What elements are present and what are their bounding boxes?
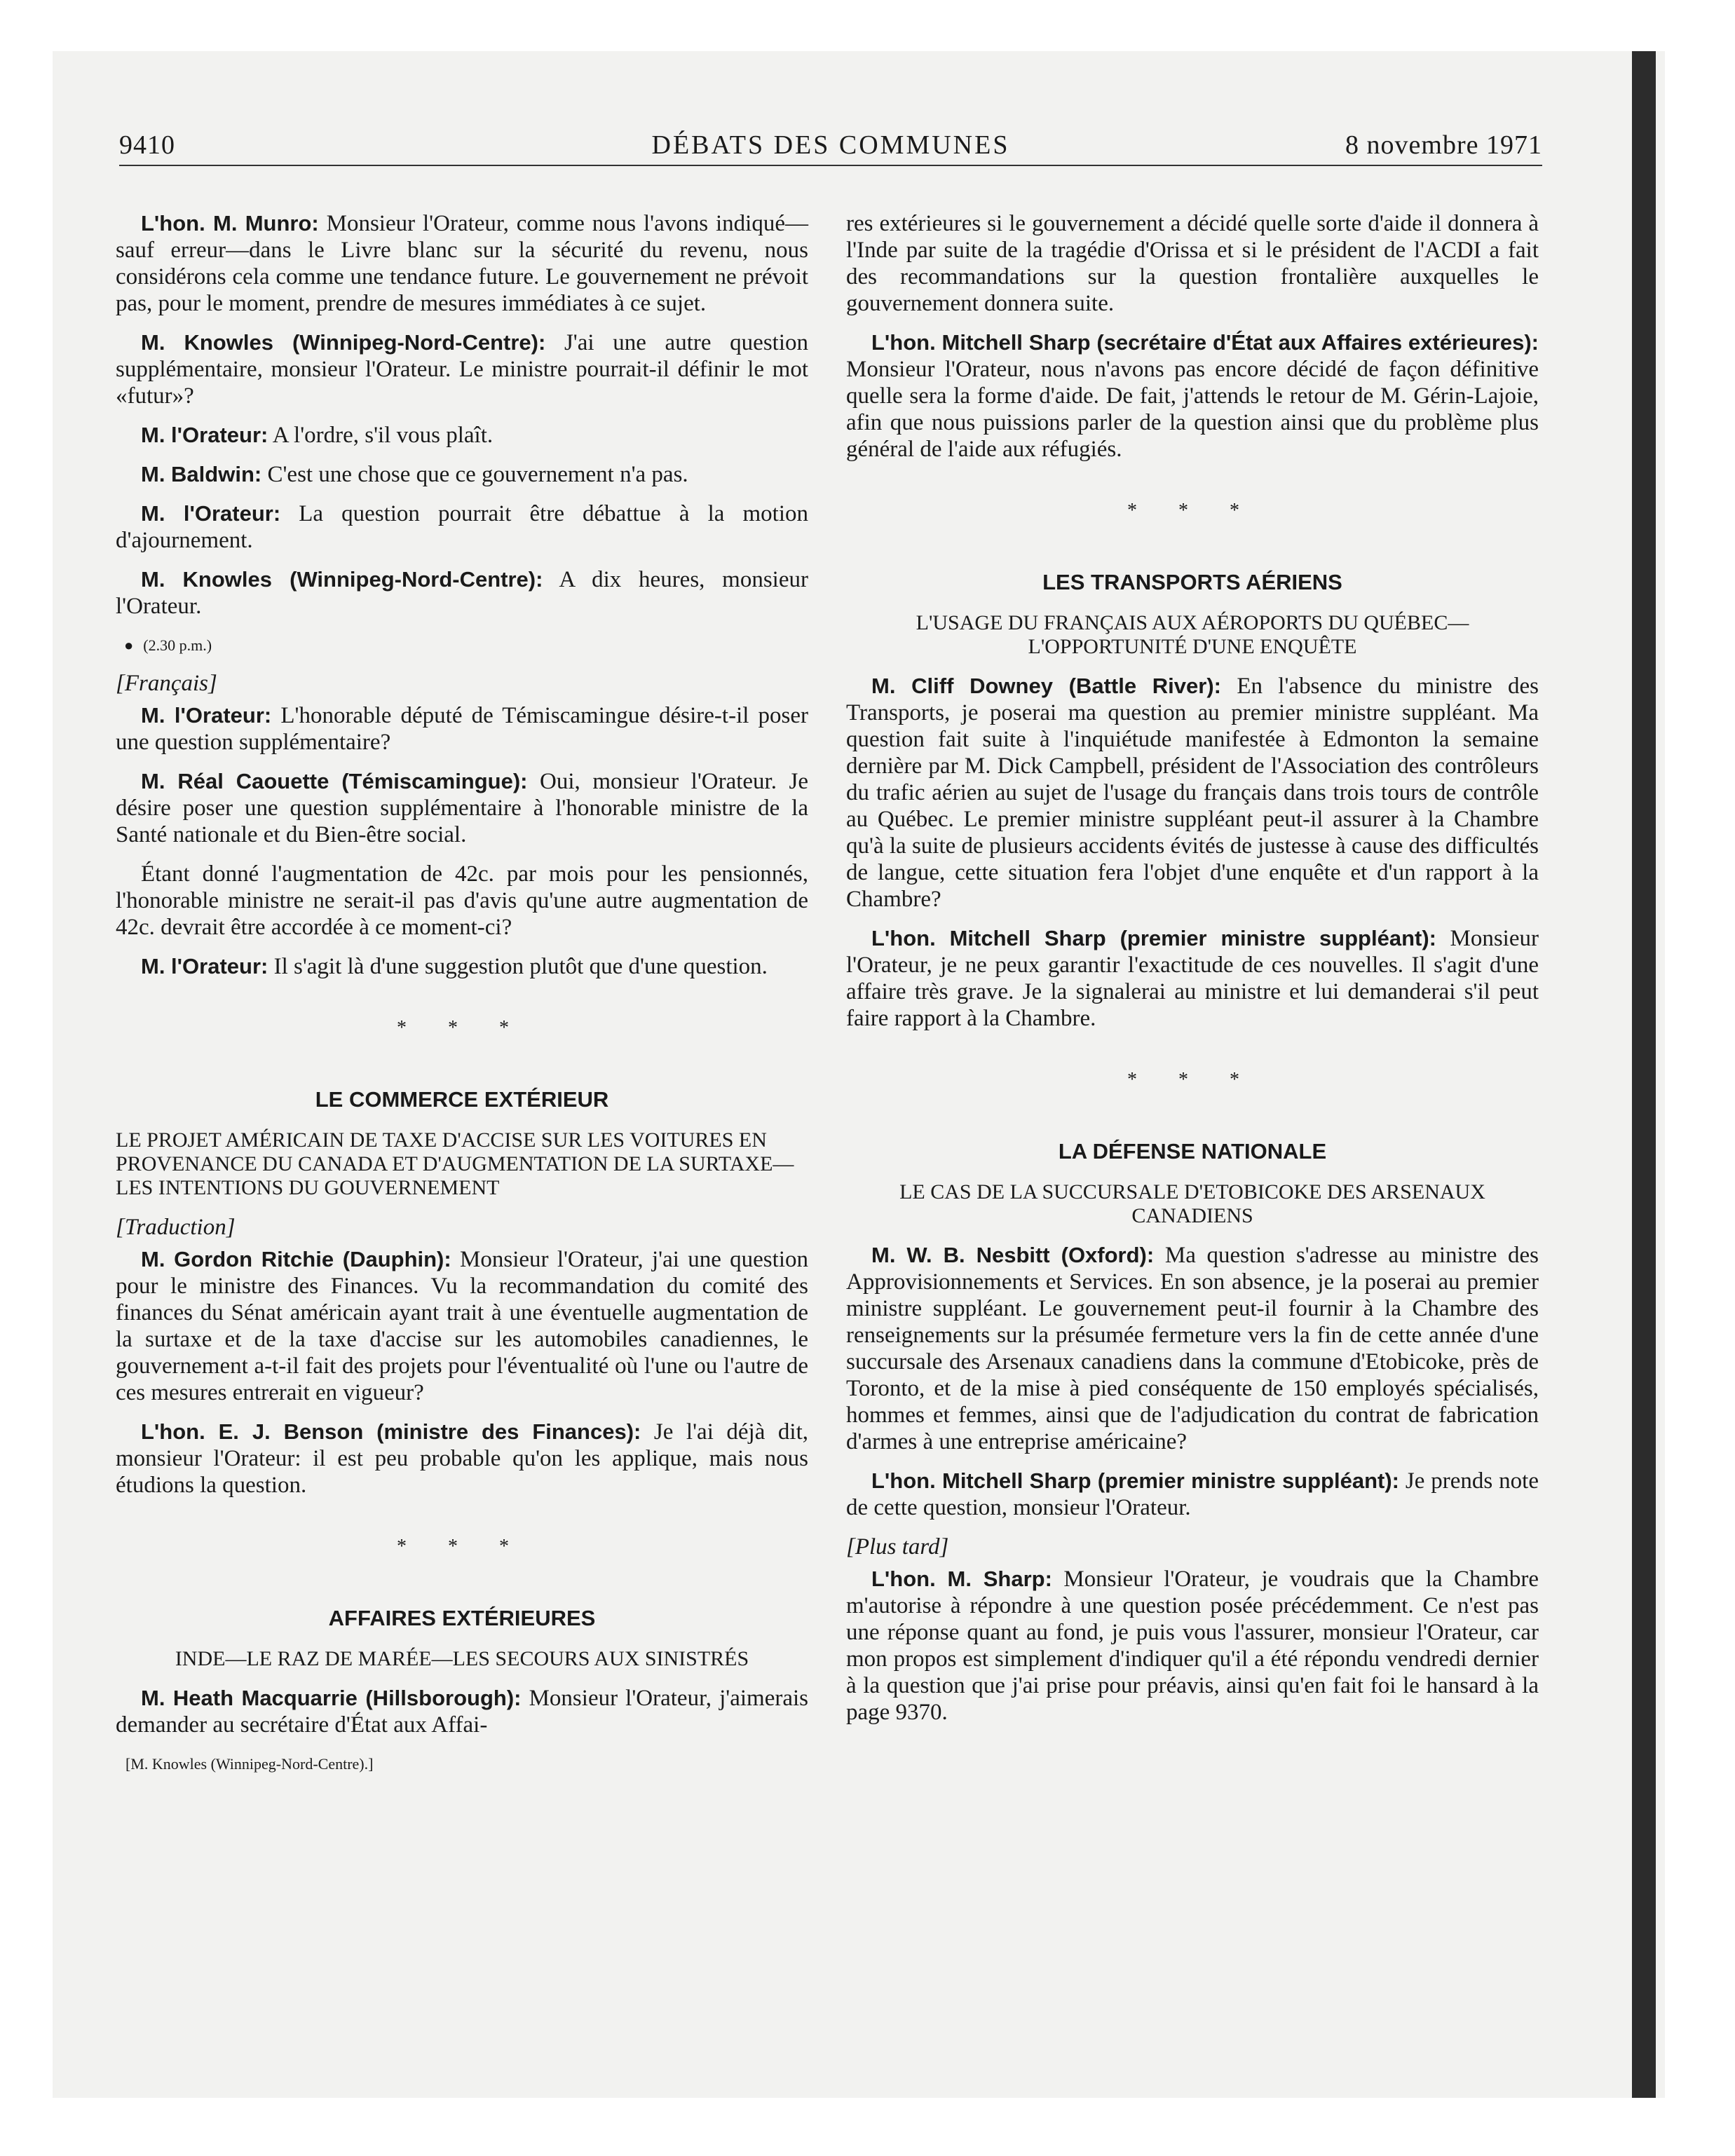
bullet-icon: ● bbox=[124, 636, 134, 654]
page-header bbox=[119, 130, 1542, 166]
time-text: (2.30 p.m.) bbox=[143, 636, 212, 654]
paragraph bbox=[846, 210, 1539, 317]
speech-text: res extérieures si le gouvernement a décidé quelle sorte d'aide il donnera à l'Inde par suite de la tragédie d'Orissa et si le président de l'ACDI a fait des recommandations sur la question frontalière auxquelles le gouvernement donnera suite. bbox=[846, 211, 1539, 316]
section-separator: * * * bbox=[1127, 1069, 1258, 1091]
speech-text: Ma question s'adresse au ministre des Approvisionnements et Services. En son absence, je la poserai au premier ministre suppléant. Le gouvernement peut-il fournir à la Chambre des renseignements sur la présumée fermeture vers la fin de cette année d'une succursale des Arsenaux canadiens dans la commune d'Etobicoke, près de Toronto, et de la mise à pied conséquente de 150 employés spécialisés, hommes et femmes, ainsi que de l'adjudication du contrat de fabrication d'armes à une entreprise américaine? bbox=[846, 1243, 1539, 1454]
paragraph bbox=[116, 500, 808, 554]
paragraph bbox=[116, 702, 808, 756]
speaker-name: M. l'Orateur: bbox=[141, 423, 268, 447]
speech-text: J'ai une autre question supplémentaire, monsieur l'Orateur. Le ministre pourrait-il définir le mot «futur»? bbox=[116, 330, 808, 409]
scan-edge bbox=[1632, 51, 1656, 2098]
speech-text: Monsieur l'Orateur, j'aimerais demander au secrétaire d'État aux Affai- bbox=[116, 1686, 808, 1738]
speaker-name: M. Baldwin: bbox=[141, 462, 262, 486]
speaker-name: L'hon. M. Sharp: bbox=[871, 1567, 1052, 1591]
paragraph bbox=[116, 210, 808, 317]
speaker-name: L'hon. M. Munro: bbox=[141, 211, 319, 236]
speech-text: La question pourrait être débattue à la motion d'ajournement. bbox=[116, 501, 808, 553]
section-separator: * * * bbox=[1127, 500, 1258, 521]
section-title: AFFAIRES EXTÉRIEURES bbox=[328, 1606, 596, 1630]
speaker-name: L'hon. Mitchell Sharp (secrétaire d'État aux Affaires extérieures): bbox=[871, 330, 1539, 355]
paragraph bbox=[116, 461, 808, 488]
paragraph bbox=[116, 566, 808, 620]
paragraph bbox=[846, 329, 1539, 463]
speaker-name: M. Cliff Downey (Battle River): bbox=[871, 674, 1221, 698]
right-column bbox=[846, 210, 1539, 1738]
section-title: LA DÉFENSE NATIONALE bbox=[1058, 1139, 1327, 1164]
paragraph bbox=[116, 1685, 808, 1738]
speaker-name: M. Gordon Ritchie (Dauphin): bbox=[141, 1247, 451, 1271]
time-note bbox=[124, 632, 808, 659]
speech-text: Je prends note de cette question, monsieur l'Orateur. bbox=[846, 1468, 1539, 1520]
speaker-name: M. Knowles (Winnipeg-Nord-Centre): bbox=[141, 567, 543, 592]
speech-text: Il s'agit là d'une suggestion plutôt que d'une question. bbox=[268, 954, 768, 979]
page-number: 9410 bbox=[119, 130, 175, 160]
speech-text: Oui, monsieur l'Orateur. Je désire poser une question supplémentaire à l'honorable ministre de la Santé nationale et du Bien-être social. bbox=[116, 769, 808, 847]
speaker-name: M. l'Orateur: bbox=[141, 703, 272, 728]
speaker-name: M. l'Orateur: bbox=[141, 501, 281, 526]
paragraph bbox=[846, 1242, 1539, 1455]
speech-text: Je l'ai déjà dit, monsieur l'Orateur: il est peu probable qu'on les applique, mais nous étudions la question. bbox=[116, 1419, 809, 1498]
speaker-name: L'hon. E. J. Benson (ministre des Finances): bbox=[141, 1419, 641, 1444]
speaker-name: M. Réal Caouette (Témiscamingue): bbox=[141, 769, 528, 793]
section-subtitle: LE CAS DE LA SUCCURSALE D'ETOBICOKE DES ARSENAUX CANADIENS bbox=[899, 1180, 1485, 1227]
language-marker: [Traduction] bbox=[116, 1215, 236, 1240]
paragraph bbox=[116, 422, 808, 449]
paragraph bbox=[846, 925, 1539, 1032]
section-separator: * * * bbox=[397, 1017, 527, 1039]
speaker-name: L'hon. Mitchell Sharp (premier ministre suppléant): bbox=[871, 1468, 1399, 1493]
language-marker: [Plus tard] bbox=[846, 1534, 949, 1560]
speech-text: Monsieur l'Orateur, comme nous l'avons indiqué—sauf erreur—dans le Livre blanc sur la sécurité du revenu, nous considérons cela comme une tendance future. Le gouvernement ne prévoit pas, pour le moment, prendre de mesures immédiates à ce sujet. bbox=[116, 211, 808, 316]
paragraph bbox=[846, 1468, 1539, 1521]
speaker-name: M. Knowles (Winnipeg-Nord-Centre): bbox=[141, 330, 546, 355]
paragraph bbox=[116, 861, 808, 941]
speaker-name: M. Heath Macquarrie (Hillsborough): bbox=[141, 1686, 522, 1710]
speech-text: Étant donné l'augmentation de 42c. par mois pour les pensionnés, l'honorable ministre ne serait-il pas d'avis qu'une autre augmentation de 42c. devrait être accordée à ce moment-ci? bbox=[116, 861, 808, 940]
section-separator: * * * bbox=[397, 1536, 527, 1557]
paragraph bbox=[846, 1566, 1539, 1726]
page-title: DÉBATS DES COMMUNES bbox=[651, 130, 1010, 160]
speech-text: Monsieur l'Orateur, je voudrais que la Chambre m'autorise à répondre à une question posée précédemment. Ce n'est pas une réponse quant au fond, je puis vous l'assurer, monsieur l'Orateur, car mon propos est simplement d'indiquer qu'il a été répondu vendredi dernier à la question que j'ai prise pour préavis, ainsi qu'en fait foi le hansard à la page 9370. bbox=[846, 1567, 1539, 1725]
left-column bbox=[116, 210, 808, 1778]
section-subtitle: L'USAGE DU FRANÇAIS AUX AÉROPORTS DU QUÉBEC—L'OPPORTUNITÉ D'UNE ENQUÊTE bbox=[916, 611, 1469, 658]
section-subtitle: LE PROJET AMÉRICAIN DE TAXE D'ACCISE SUR LES VOITURES EN PROVENANCE DU CANADA ET D'AUGMENTATION DE LA SURTAXE—LES INTENTIONS DU GOUVERNEMENT bbox=[116, 1128, 794, 1199]
speech-text: C'est une chose que ce gouvernement n'a pas. bbox=[261, 462, 688, 487]
speech-text: A dix heures, monsieur l'Orateur. bbox=[116, 567, 808, 619]
speaker-name: L'hon. Mitchell Sharp (premier ministre suppléant): bbox=[871, 926, 1436, 950]
speech-text: Monsieur l'Orateur, j'ai une question pour le ministre des Finances. Vu la recommandation du comité des finances du Sénat américain ayant trait à une éventuelle augmentation de la surtaxe et de la taxe d'accise sur les automobiles canadiennes, le gouvernement a-t-il fait des projets pour l'éventualité où l'une ou l'autre de ces mesures entrerait en vigueur? bbox=[116, 1247, 808, 1405]
paragraph bbox=[116, 1246, 808, 1406]
speech-text: Monsieur l'Orateur, je ne peux garantir l'exactitude de ces nouvelles. Il s'agit d'une affaire très grave. Je la signalerai au ministre et lui demanderai s'il peut faire rapport à la Chambre. bbox=[846, 926, 1539, 1031]
section-title: LES TRANSPORTS AÉRIENS bbox=[1042, 570, 1342, 594]
paragraph bbox=[116, 953, 808, 980]
speaker-name: M. l'Orateur: bbox=[141, 954, 268, 978]
paragraph bbox=[116, 768, 808, 848]
paragraph bbox=[116, 1419, 808, 1499]
paragraph bbox=[846, 673, 1539, 913]
footnote: [M. Knowles (Winnipeg-Nord-Centre).] bbox=[125, 1755, 374, 1773]
paragraph bbox=[116, 329, 808, 409]
speech-text: En l'absence du ministre des Transports, je poserai ma question au premier ministre suppléant. Ma question fait suite à l'inquiétude manifestée à Edmonton la semaine dernière par M. Dick Campbell, président de l'Association des contrôleurs du trafic aérien au sujet de l'usage du français dans trois tours de contrôle au Québec. Le premier ministre suppléant peut-il assurer à la Chambre qu'à la suite de plusieurs accidents évités de justesse à cause des difficultés de langue, cette situation fera l'objet d'une enquête et d'un rapport à la Chambre? bbox=[846, 674, 1539, 912]
section-title: LE COMMERCE EXTÉRIEUR bbox=[315, 1087, 609, 1112]
speech-text: Monsieur l'Orateur, nous n'avons pas encore décidé de façon définitive quelle sera la forme d'aide. De fait, j'attends le retour de M. Gérin-Lajoie, afin que nous puissions parler de la question ainsi que du problème plus général de l'aide aux réfugiés. bbox=[846, 357, 1539, 462]
language-marker: [Français] bbox=[116, 671, 217, 696]
speech-text: A l'ordre, s'il vous plaît. bbox=[268, 423, 494, 448]
speaker-name: M. W. B. Nesbitt (Oxford): bbox=[871, 1243, 1155, 1267]
section-subtitle: INDE—LE RAZ DE MARÉE—LES SECOURS AUX SINISTRÉS bbox=[175, 1647, 749, 1670]
speech-text: L'honorable député de Témiscamingue désire-t-il poser une question supplémentaire? bbox=[116, 703, 809, 755]
page-date: 8 novembre 1971 bbox=[1345, 130, 1542, 160]
